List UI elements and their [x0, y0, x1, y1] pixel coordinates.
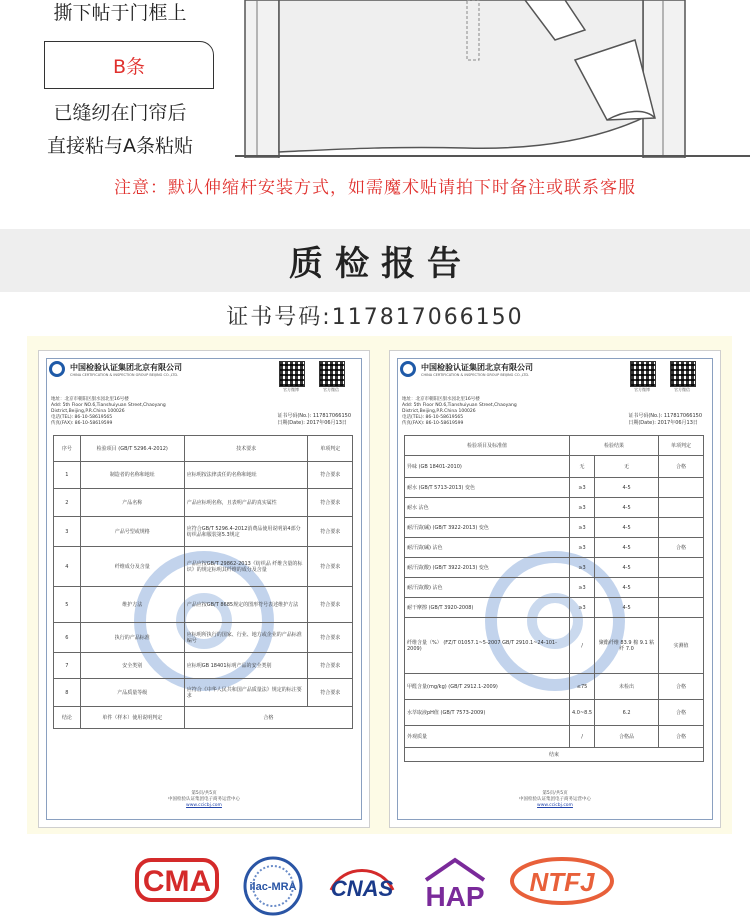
table-row: 耐水 (GB/T 5713-2013) 变色 ≥3 4-5 — [405, 478, 704, 498]
org-name-en: CHINA CERTIFICATION & INSPECTION GROUP BEIJING CO.,LTD. — [421, 372, 530, 377]
qr-caption: 官方微博 — [283, 387, 299, 392]
install-label-top: 撕下帖于门框上 — [53, 2, 187, 24]
hap-logo-icon — [418, 856, 492, 914]
org-name-cn: 中国检验认证集团北京有限公司 — [421, 362, 533, 372]
table-row: 水萃取液pH值 (GB/T 7573-2009) 4.0~8.5 6.2 合格 — [405, 700, 704, 726]
table-row: 耐干摩擦 (GB/T 3920-2008) ≥3 4-5 — [405, 598, 704, 618]
table-row: 耐汗渍(酸) (GB/T 3922-2013) 变色 ≥3 4-5 — [405, 558, 704, 578]
qr-code-icon — [670, 361, 696, 387]
org-name-en: CHINA CERTIFICATION & INSPECTION GROUP BEIJING CO.,LTD. — [70, 372, 179, 377]
table-row: 耐汗渍(碱) 沾色 ≥3 4-5 合格 — [405, 538, 704, 558]
svg-text:HAP: HAP — [425, 881, 485, 912]
svg-text:CMA: CMA — [142, 865, 212, 898]
sheet-footer: 第5页/共5页 中国检验认证集团电子商务运营中心 www.ccicbj.com — [519, 791, 591, 808]
table-row: 8 产品质量等级 应符合《中华人民共和国产品质量法》规定的标注要求 符合要求 — [54, 679, 353, 707]
table-row: 耐汗渍(碱) (GB/T 3922-2013) 变色 ≥3 4-5 — [405, 518, 704, 538]
table-row: 外观质量 / 合格品 合格 — [405, 726, 704, 748]
certification-logos — [0, 848, 750, 918]
table-row: 3 产品号型或规格 应符合GB/T 5296.4-2012消费品使用说明第4部分纺织品和服装第5.3规定 符合要求 — [54, 517, 353, 547]
table-row: 2 产品名称 产品应标明名称，且表明产品的真实属性 符合要求 — [54, 489, 353, 517]
report-sheet-left — [38, 350, 370, 828]
cert-info: 证书号码(No.): 117817066150 日期(Date): 2017年06月13日 — [277, 413, 351, 426]
org-address: 地址：北京市朝阳区甜水园北里16号楼 Add: 5th Floor NO.6,Tianshuiyuan Street,Chaoyang District,Beijing,P.R.China 100026 电话(TEL): 86-10-58619565 传真(FAX): 86-10-58619599 — [402, 397, 517, 426]
qr-caption: 官方微信 — [674, 387, 690, 392]
qr-caption: 官方微信 — [323, 387, 339, 392]
table-row: 6 执行的产品标准 应标明所执行的国家、行业、地方或企业的产品标准编号 符合要求 — [54, 623, 353, 653]
table-row: 1 制造者的名称和地址 应标明按法律责任的名称和地址 符合要求 — [54, 462, 353, 489]
table-row: 7 安全类别 应标明GB 18401标明产品的安全类别 符合要求 — [54, 653, 353, 679]
svg-text:ilac-MRA: ilac-MRA — [249, 881, 297, 893]
org-address: 地址：北京市朝阳区甜水园北里16号楼 Add: 5th Floor NO.6,Tianshuiyuan Street,Chaoyang District,Beijing,P.R.China 100026 电话(TEL): 86-10-58619565 传真(FAX): 86-10-58619599 — [51, 397, 166, 426]
install-line-1: 已缝纫在门帘后 — [53, 102, 187, 124]
door-curtain-illustration — [235, 0, 750, 158]
qr-code-icon — [319, 361, 345, 387]
org-name-cn: 中国检验认证集团北京有限公司 — [70, 362, 182, 372]
table-row: 耐汗渍(酸) 沾色 ≥3 4-5 — [405, 578, 704, 598]
ccic-logo-icon — [400, 361, 416, 377]
table-row: 5 维护方法 产品应按GB/T 8685规定的图形符号表述维护方法 符合要求 — [54, 587, 353, 623]
report-table-left: 序号 检验项目 (GB/T 5296.4-2012) 技术要求 单项判定 1 制造者的名称和地址 应标明按法律责任的名称和地址 符合要求 2 产品名称 产品应标明名称，且表明产品的真实属性 符合要求 3 产品号型或规格 应符合GB/T 5296.4-2012消费品使用说明第4部分纺织品和服装第5.3规定 符合要求 4 纤维成分及含量 产品应按GB/T 29862-2013《纺织品 纤维含量的标识》的规定标明其纤维的成分及含量 符合要求 5 维护方法 产品应按GB/T 8685规定的图形符号表述维护方法 符合要求 6 执行的产品标准 应标明所执行的国家、行业、地方或企业的产品标准编号 符合要求 7 安全类别 应标明GB 18401标明产品的安全类别 符合要求 8 产品质量等级 应符合《中华人民共和国产品质量法》规定的标注要求 符合要求 结论 单件（样本）使用说明判定 合格 — [53, 435, 353, 729]
table-row: 4 纤维成分及含量 产品应按GB/T 29862-2013《纺织品 纤维含量的标识》的规定标明其纤维的成分及含量 符合要求 — [54, 547, 353, 587]
table-row: 纤维含量（%） (FZ/T 01057.1~5-2007 GB/T 2910.1~24-101-2009) / 聚酯纤维 83.9 棉 9.1 粘纤 7.0 实测值 — [405, 618, 704, 674]
qr-caption: 官方微博 — [634, 387, 650, 392]
cnas-logo-icon — [325, 856, 399, 912]
b-strip-tag — [44, 41, 214, 89]
conclusion-row: 结论 单件（样本）使用说明判定 合格 — [54, 707, 353, 729]
table-row: 耐水 沾色 ≥3 4-5 — [405, 498, 704, 518]
certificate-number: 证书号码:117817066150 — [226, 305, 524, 330]
org-logo — [400, 361, 533, 377]
org-logo — [49, 361, 182, 377]
cma-logo-icon — [135, 856, 219, 906]
cert-info: 证书号码(No.): 117817066150 日期(Date): 2017年06月13日 — [628, 413, 702, 426]
report-sheet-right — [389, 350, 721, 828]
section-title: 质检报告 — [289, 244, 473, 284]
install-note: 注意：默认伸缩杆安装方式，如需魔术贴请拍下时备注或联系客服 — [114, 178, 636, 198]
report-table-right: 检验项目及标准值 检验结果 单项判定 异味 (GB 18401-2010) 无 无 合格 耐水 (GB/T 5713-2013) 变色 ≥3 4-5 耐水 沾色 ≥3 4-5 耐汗渍(碱) (GB/T 3922-2013) 变色 ≥3 4-5 耐汗渍(碱) 沾色 ≥3 4-5 合格 耐汗渍(酸) (GB/T 3922-2013) 变色 ≥3 4-5 耐汗渍(酸) 沾色 ≥3 4-5 耐干摩擦 (GB/T 3920-2008) ≥3 4-5 纤维含量（%） (FZ/T 01057.1~5-2007 GB/T 2910.1~24-101-2009) / 聚酯纤维 83.9 棉 9.1 粘纤 7.0 实测值 甲醛含量(mg/kg) (GB/T 2912.1-2009) ≤75 未检出 合格 水萃取液pH值 (GB/T 7573-2009) 4.0~8.5 6.2 合格 外观质量 / 合格品 合格 结束 — [404, 435, 704, 762]
end-row: 结束 — [405, 748, 704, 762]
ilac-mra-logo-icon — [240, 856, 306, 916]
ntfj-logo-icon — [510, 856, 614, 906]
svg-text:NTFJ: NTFJ — [529, 867, 595, 897]
table-row: 甲醛含量(mg/kg) (GB/T 2912.1-2009) ≤75 未检出 合格 — [405, 674, 704, 700]
table-row: 异味 (GB 18401-2010) 无 无 合格 — [405, 456, 704, 478]
report-images — [27, 336, 732, 834]
section-title-band — [0, 229, 750, 292]
install-line-2: 直接粘与A条粘贴 — [47, 135, 193, 157]
b-strip-label: B条 — [112, 55, 146, 78]
qr-code-icon — [630, 361, 656, 387]
svg-text:CNAS: CNAS — [330, 876, 394, 901]
qr-code-icon — [279, 361, 305, 387]
sheet-footer: 第5页/共5页 中国检验认证集团电子商务运营中心 www.ccicbj.com — [168, 791, 240, 808]
ccic-logo-icon — [49, 361, 65, 377]
